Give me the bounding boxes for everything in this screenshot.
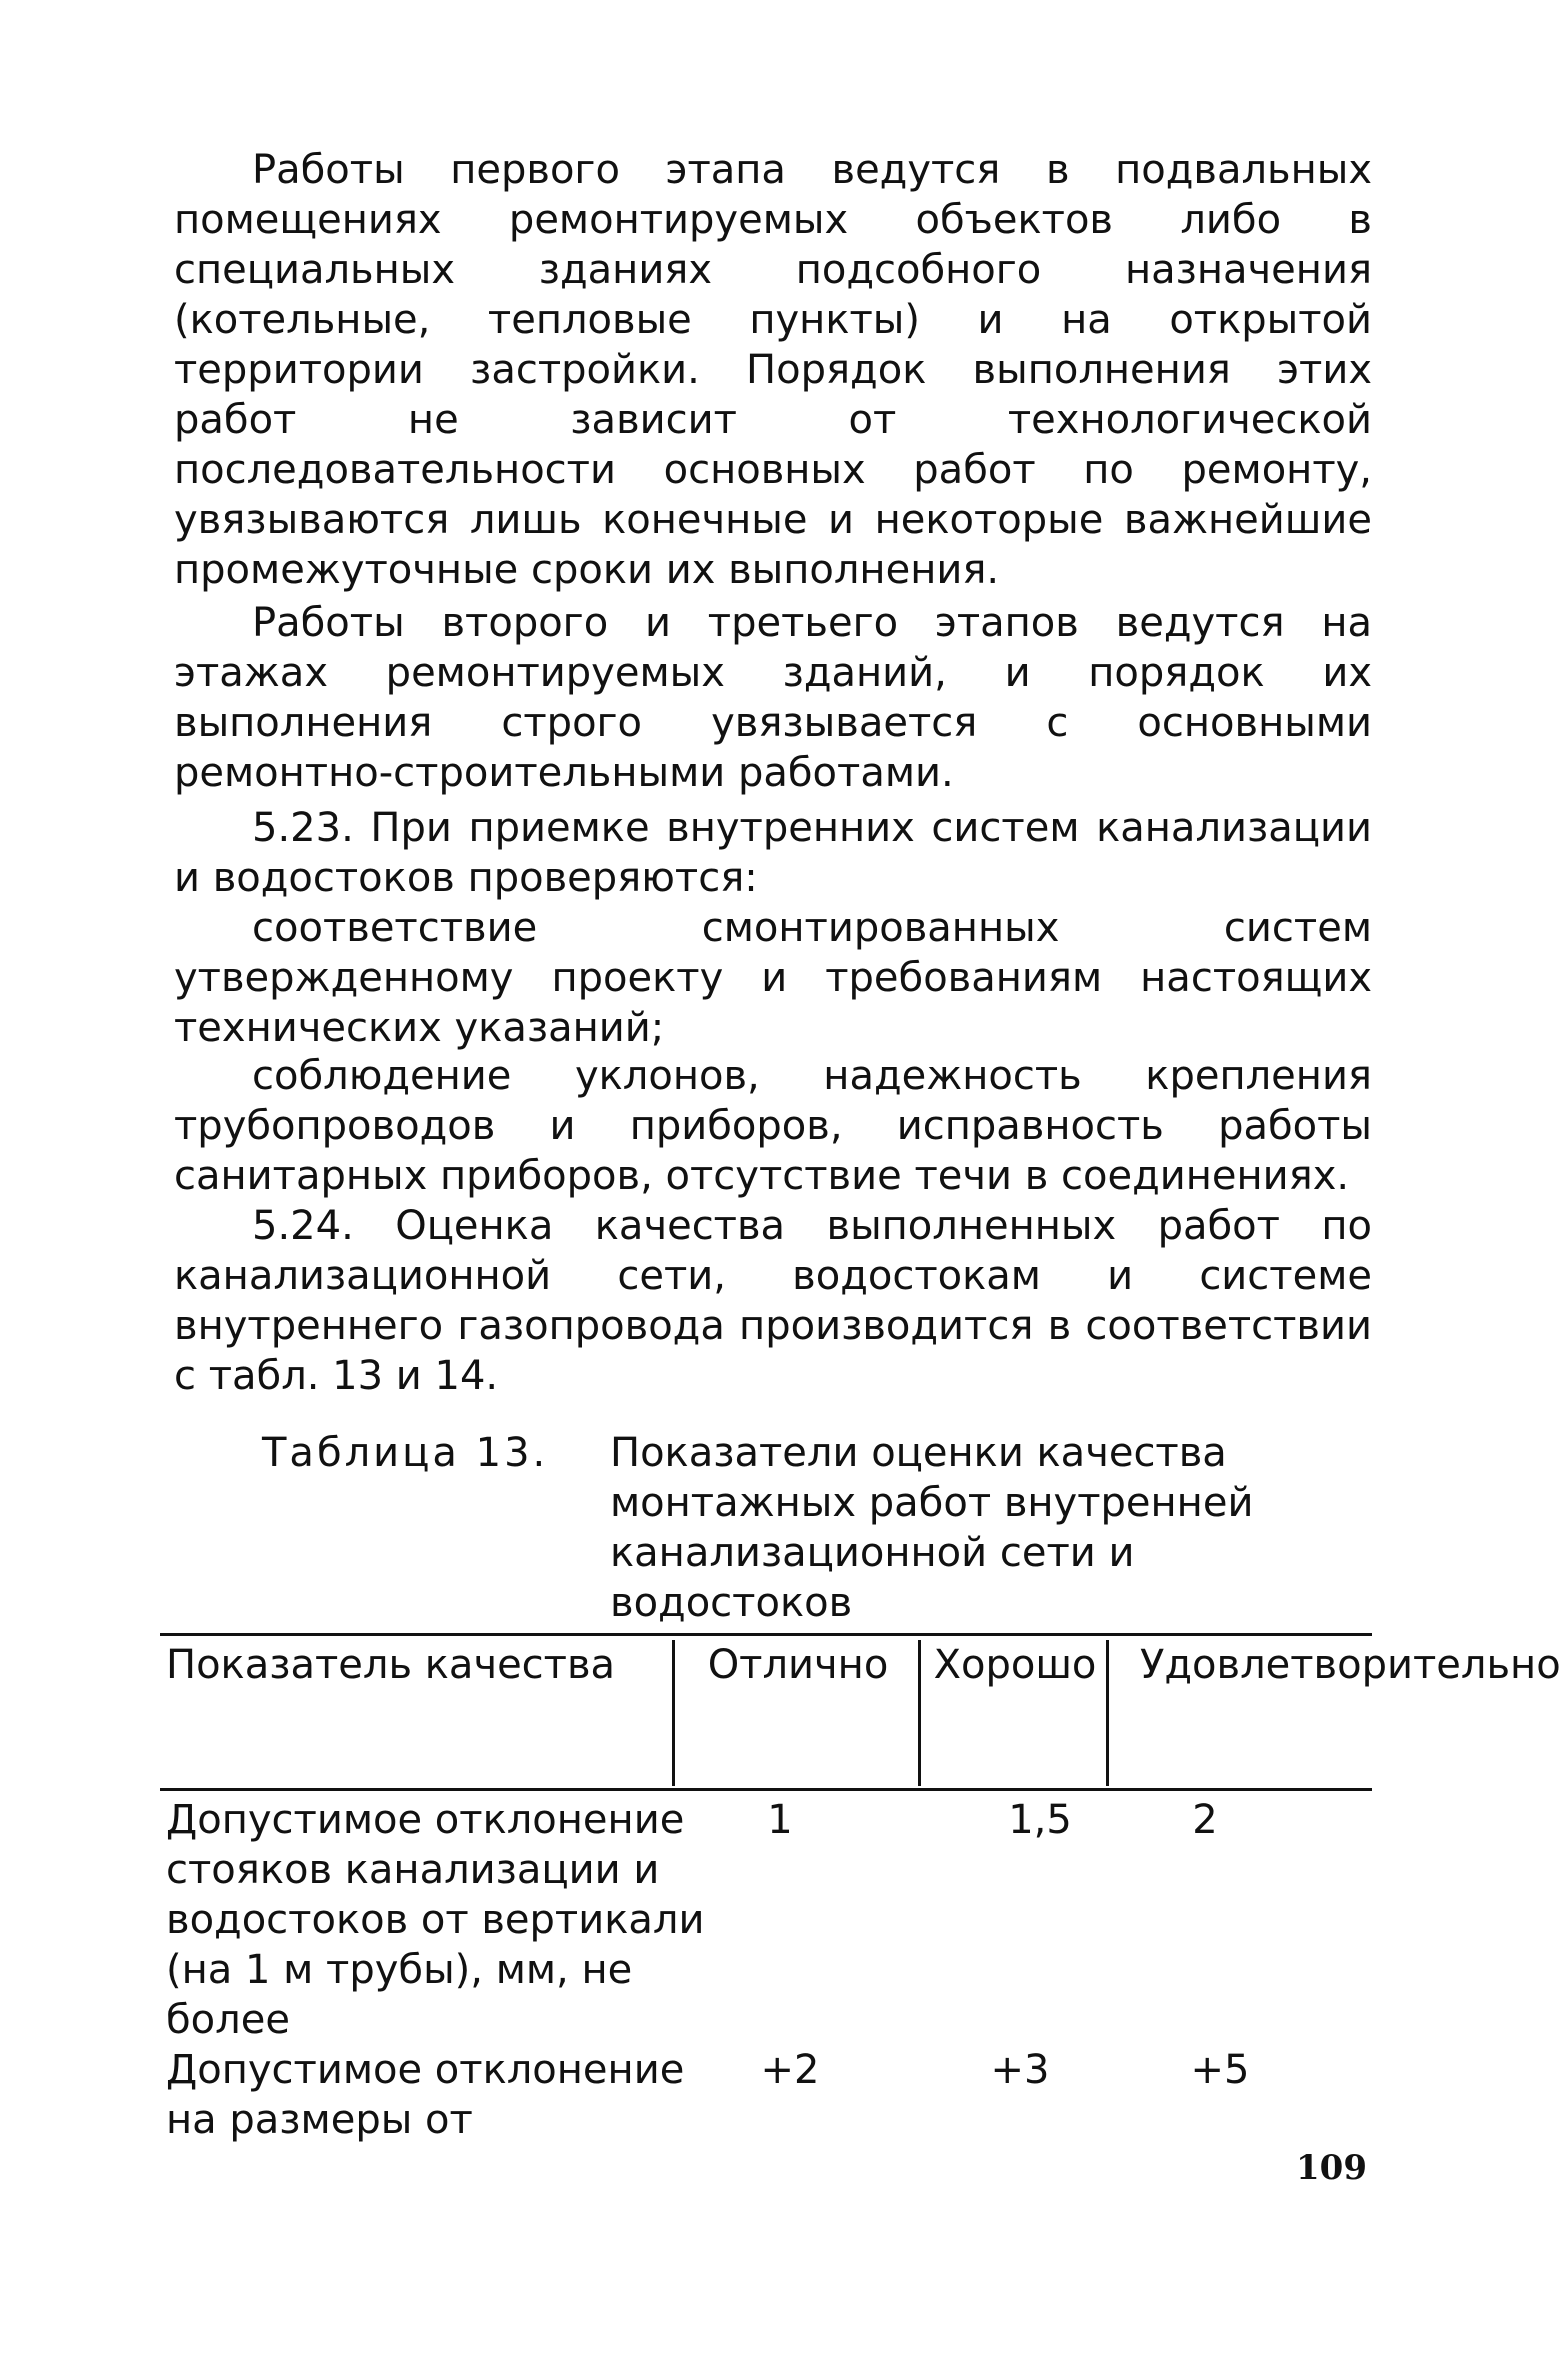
table-row-1-satisfactory: 2 (1192, 1797, 1218, 1843)
table-row-2-indicator: Допустимое отклонение на размеры от (166, 2047, 685, 2143)
header-good: Хорошо (933, 1642, 1097, 1688)
table-row-1-good: 1,5 (1008, 1797, 1072, 1843)
header-excellent: Отлично (707, 1642, 889, 1688)
column-divider (672, 1640, 675, 1786)
column-divider (918, 1640, 921, 1786)
header-satisfactory: Удовлетворительно (1140, 1642, 1561, 1688)
table-caption-label: Таблица 13. (262, 1430, 549, 1476)
paragraph-slopes: соблюдение уклонов, надежность крепления трубопроводов и приборов, исправность работы санитарных приборов, отсутствие течи в соединениях. (174, 1053, 1372, 1199)
paragraph-stages-two-three: Работы второго и третьего этапов ведутся на этажах ремонтируемых зданий, и порядок их выполнения строго увязывается с основными ремонтно-строительными работами. (174, 600, 1372, 796)
table-row-2-good: +3 (990, 2047, 1050, 2093)
paragraph-5-23: 5.23. При приемке внутренних систем канализации и водостоков проверяются: (174, 805, 1372, 901)
table-row-2-excellent: +2 (760, 2047, 820, 2093)
column-divider (1106, 1640, 1109, 1786)
page-number: 109 (1296, 2148, 1367, 2188)
table-row-2-satisfactory: +5 (1190, 2047, 1250, 2093)
table-row-1-excellent: 1 (767, 1797, 793, 1843)
header-indicator: Показатель качества (166, 1642, 616, 1688)
paragraph-compliance: соответствие смонтированных систем утвержденному проекту и требованиям настоящих технических указаний; (174, 905, 1372, 1051)
paragraph-5-24: 5.24. Оценка качества выполненных работ по канализационной сети, водостокам и системе внутреннего газопровода производится в соответствии с табл. 13 и 14. (174, 1203, 1372, 1399)
table-caption-text: Показатели оценки качества монтажных работ внутренней канализационной сети и водостоков (610, 1430, 1254, 1626)
table-top-rule (160, 1633, 1372, 1636)
paragraph-stage-one: Работы первого этапа ведутся в подвальных помещениях ремонтируемых объектов либо в специальных зданиях подсобного назначения (котельные, тепловые пункты) и на открытой территории застройки. Порядок выполнения этих работ не зависит от технологической последовательности основных работ по ремонту, увязываются лишь конечные и некоторые важнейшие промежуточные сроки их выполнения. (174, 147, 1372, 593)
table-header-rule (160, 1788, 1372, 1791)
table-row-1-indicator: Допустимое отклонение стояков канализации и водостоков от вертикали (на 1 м трубы), мм, не более (166, 1797, 705, 2043)
